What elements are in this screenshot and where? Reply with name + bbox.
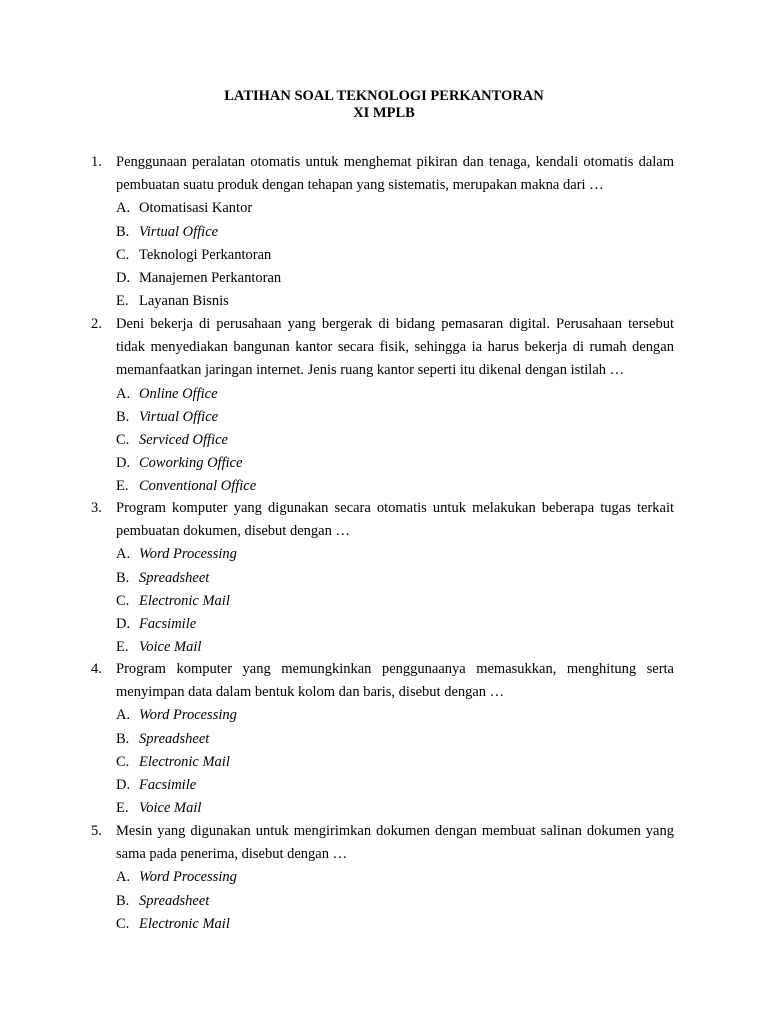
option-letter: B. bbox=[116, 892, 130, 909]
option-b bbox=[116, 567, 674, 590]
option-b bbox=[116, 406, 674, 429]
option-text: Conventional Office bbox=[139, 477, 257, 494]
option-letter: D. bbox=[116, 269, 131, 286]
option-text: Virtual Office bbox=[139, 408, 219, 425]
option-d bbox=[116, 774, 674, 797]
option-letter: A. bbox=[116, 869, 131, 886]
option-e bbox=[116, 290, 674, 313]
question-text: Deni bekerja di perusahaan yang bergerak di bidang pemasaran digital. Perusahaan tersebut tidak menyediakan bangunan kantor secara fisik, sehingga ia harus bekerja di rumah dengan memanfaatkan jaringan internet. Jenis ruang kantor seperti itu dikenal dengan istilah … bbox=[116, 316, 674, 379]
option-letter: B. bbox=[116, 223, 130, 240]
option-text: Facsimile bbox=[139, 776, 197, 793]
option-a bbox=[116, 543, 674, 566]
question-number: 2. bbox=[91, 316, 102, 332]
question-number: 3. bbox=[91, 500, 102, 516]
option-letter: C. bbox=[116, 753, 130, 770]
question-number: 1. bbox=[91, 154, 102, 170]
option-text: Electronic Mail bbox=[139, 753, 230, 770]
option-text: Spreadsheet bbox=[139, 892, 210, 909]
option-text: Voice Mail bbox=[139, 638, 202, 655]
option-letter: B. bbox=[116, 569, 130, 586]
question-number: 4. bbox=[91, 661, 102, 677]
option-e bbox=[116, 636, 674, 659]
option-letter: A. bbox=[116, 200, 131, 217]
option-text: Electronic Mail bbox=[139, 592, 230, 609]
option-letter: D. bbox=[116, 454, 131, 471]
option-text: Manajemen Perkantoran bbox=[139, 269, 282, 286]
option-letter: A. bbox=[116, 385, 131, 402]
option-letter: C. bbox=[116, 431, 130, 448]
question-1 bbox=[91, 151, 674, 313]
option-text: Virtual Office bbox=[139, 223, 219, 240]
option-text: Otomatisasi Kantor bbox=[139, 200, 253, 217]
question-text: Program komputer yang digunakan secara otomatis untuk melakukan beberapa tugas terkait pembuatan dokumen, disebut dengan … bbox=[116, 500, 674, 540]
option-letter: E. bbox=[116, 638, 129, 655]
option-a bbox=[116, 866, 674, 889]
option-letter: A. bbox=[116, 707, 131, 724]
option-letter: C. bbox=[116, 246, 130, 263]
option-e bbox=[116, 475, 674, 498]
option-b bbox=[116, 221, 674, 244]
option-c bbox=[116, 751, 674, 774]
option-text: Word Processing bbox=[139, 869, 237, 886]
option-b bbox=[116, 728, 674, 751]
question-5 bbox=[91, 820, 674, 936]
question-2 bbox=[91, 313, 674, 498]
option-list bbox=[116, 866, 674, 935]
option-list bbox=[116, 543, 674, 658]
question-3 bbox=[91, 497, 674, 659]
question-4 bbox=[91, 658, 674, 820]
option-text: Facsimile bbox=[139, 615, 197, 632]
option-text: Layanan Bisnis bbox=[139, 292, 229, 309]
option-list bbox=[116, 197, 674, 312]
option-text: Word Processing bbox=[139, 546, 237, 563]
option-text: Voice Mail bbox=[139, 799, 202, 816]
option-letter: A. bbox=[116, 546, 131, 563]
option-text: Teknologi Perkantoran bbox=[139, 246, 272, 263]
option-a bbox=[116, 704, 674, 727]
option-letter: B. bbox=[116, 408, 130, 425]
option-letter: E. bbox=[116, 292, 129, 309]
option-b bbox=[116, 890, 674, 913]
option-letter: B. bbox=[116, 730, 130, 747]
option-letter: E. bbox=[116, 799, 129, 816]
option-d bbox=[116, 613, 674, 636]
option-list bbox=[116, 704, 674, 819]
option-a bbox=[116, 383, 674, 406]
document-title: LATIHAN SOAL TEKNOLOGI PERKANTORAN bbox=[224, 88, 544, 104]
option-letter: E. bbox=[116, 477, 129, 494]
question-text: Mesin yang digunakan untuk mengirimkan dokumen dengan membuat salinan dokumen yang sama pada penerima, disebut dengan … bbox=[116, 823, 674, 863]
document-subtitle: XI MPLB bbox=[353, 105, 415, 121]
option-letter: C. bbox=[116, 592, 130, 609]
option-text: Online Office bbox=[139, 385, 218, 402]
option-c bbox=[116, 590, 674, 613]
option-text: Coworking Office bbox=[139, 454, 243, 471]
option-letter: D. bbox=[116, 615, 131, 632]
option-letter: C. bbox=[116, 915, 130, 932]
option-c bbox=[116, 244, 674, 267]
option-d bbox=[116, 267, 674, 290]
option-c bbox=[116, 429, 674, 452]
option-letter: D. bbox=[116, 776, 131, 793]
question-text: Penggunaan peralatan otomatis untuk menghemat pikiran dan tenaga, kendali otomatis dalam pembuatan suatu produk dengan tehapan yang sistematis, merupakan makna dari … bbox=[116, 154, 674, 194]
option-d bbox=[116, 452, 674, 475]
option-a bbox=[116, 197, 674, 220]
option-text: Word Processing bbox=[139, 707, 237, 724]
option-text: Spreadsheet bbox=[139, 569, 210, 586]
question-number: 5. bbox=[91, 823, 102, 839]
option-e bbox=[116, 797, 674, 820]
option-text: Electronic Mail bbox=[139, 915, 230, 932]
option-text: Serviced Office bbox=[139, 431, 228, 448]
option-c bbox=[116, 913, 674, 936]
option-text: Spreadsheet bbox=[139, 730, 210, 747]
option-list bbox=[116, 383, 674, 498]
question-text: Program komputer yang memungkinkan penggunaanya memasukkan, menghitung serta menyimpan data dalam bentuk kolom dan baris, disebut dengan … bbox=[116, 661, 674, 701]
